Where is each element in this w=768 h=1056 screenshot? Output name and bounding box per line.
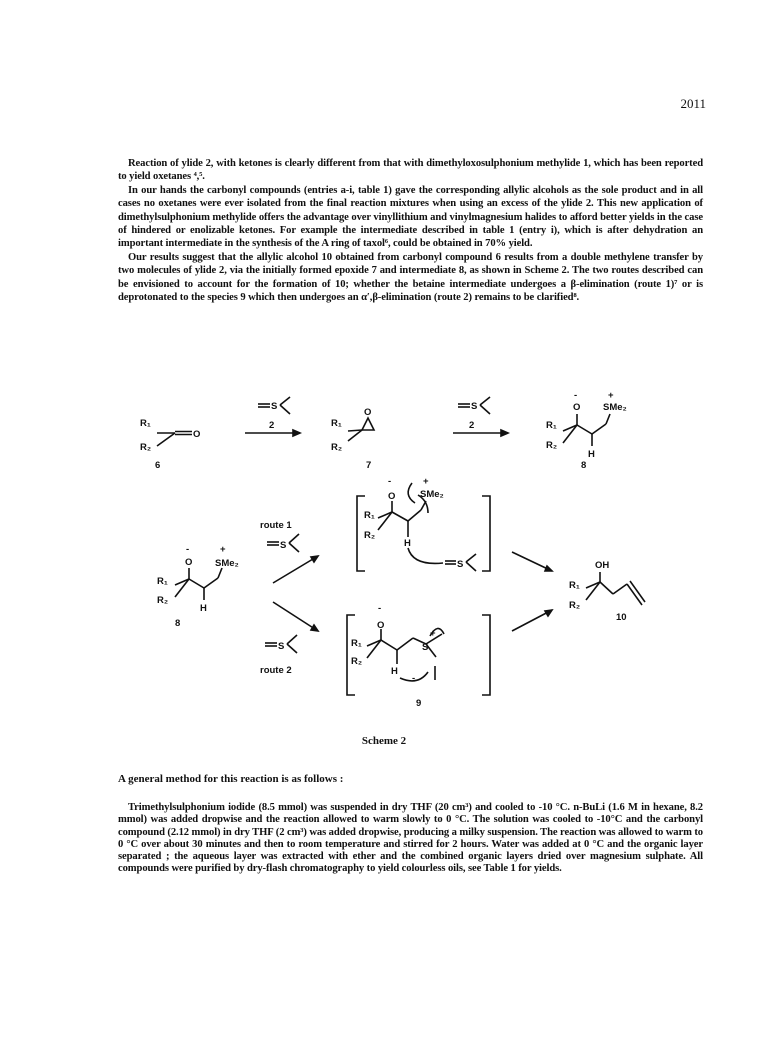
label-r1: R₁ xyxy=(140,418,151,429)
label-minus: - xyxy=(378,603,382,614)
label-r2: R₂ xyxy=(351,656,363,667)
label-r2: R₂ xyxy=(364,530,376,541)
label-sme2: SMe₂ xyxy=(420,489,444,500)
label-r2: R₂ xyxy=(569,600,581,611)
label-h: H xyxy=(404,538,411,549)
method-text xyxy=(118,802,703,876)
label-r1: R₁ xyxy=(364,510,375,521)
label-r1: R₁ xyxy=(569,580,580,591)
label-o: O xyxy=(388,491,396,502)
paragraph-3: Our results suggest that the allylic alcohol 10 obtained from carbonyl compound 6 results from a double methylene transfer by two molecules of ylide 2, via the initially formed epoxide 7 and intermediate 8, as shown in Scheme 2. The two routes described can be envisioned to account for the formation of 10; whether the betaine intermediate undergoes a β-elimination (route 1)⁷ or is deprotonated to the species 9 which then undergoes an α′,β-elimination (route 2) remains to be clarified⁸. xyxy=(118,251,703,304)
label-plus: + xyxy=(220,544,226,555)
compound-7-label: 7 xyxy=(366,460,372,471)
label-plus: + xyxy=(430,628,436,639)
method-paragraph: Trimethylsulphonium iodide (8.5 mmol) was suspended in dry THF (20 cm³) and cooled to -10 °C. n-BuLi (1.6 M in hexane, 8.2 mmol) was added dropwise and the reaction allowed to warm slowly to 0 °C. The solution was cooled to -10°C and the carbonyl compound (2.12 mmol) in dry THF (2 cm³) was added dropwise, producing a milky suspension. The reaction was allowed to warm to 0 °C over about 30 minutes and then to room temperature and stirred for 2 hours. Water was added at 0 °C and the organic layer separated ; the aqueous layer was extracted with ether and the combined organic layers dried over magnesium sulphate. All compounds were purified by dry-flash chromatography to yield colourless oils, see Table 1 for yields. xyxy=(118,802,703,875)
label-s: S xyxy=(422,642,429,653)
label-o: O xyxy=(377,620,385,631)
label-sme2: SMe₂ xyxy=(215,558,239,569)
label-minus: - xyxy=(412,673,416,684)
label-r1: R₁ xyxy=(331,418,342,429)
paragraph-2: In our hands the carbonyl compounds (entries a-i, table 1) gave the corresponding allylic alcohols as the sole product and in all cases no oxetanes were ever isolated from the final reaction mixtures when using an excess of the ylide 2. This new application of dimethylsulphonium methylide offers the advantage over vinyllithium and vinylmagnesium halides to afford better yields in the case of hindered or enolizable ketones. For example the intermediate described in table 1 (entry i), which is after dehydration an important intermediate in the synthesis of the A ring of taxol⁶, could be obtained in 70% yield. xyxy=(118,184,703,250)
page-number: 2011 xyxy=(680,96,706,111)
label-s: S xyxy=(471,401,478,412)
intro-text xyxy=(118,157,703,304)
compound-8-label: 8 xyxy=(175,618,181,629)
label-r1: R₁ xyxy=(157,576,168,587)
label-s: S xyxy=(278,641,285,652)
label-r1: R₁ xyxy=(546,420,557,431)
compound-9-label: 9 xyxy=(416,698,422,708)
reaction-scheme xyxy=(130,388,690,708)
label-minus: - xyxy=(388,476,392,487)
scheme-caption: Scheme 2 xyxy=(361,735,407,747)
label-r2: R₂ xyxy=(331,442,343,453)
label-plus: + xyxy=(608,390,614,401)
route-2-label: route 2 xyxy=(260,665,292,676)
label-s: S xyxy=(457,559,464,570)
label-s: S xyxy=(280,540,287,551)
label-r2: R₂ xyxy=(546,440,558,451)
compound-8-label: 8 xyxy=(581,460,587,471)
compound-6-label: 6 xyxy=(155,460,161,471)
label-minus: - xyxy=(574,390,578,401)
label-o: O xyxy=(193,429,201,440)
reagent-2-label: 2 xyxy=(269,420,275,431)
label-plus: + xyxy=(423,476,429,487)
label-r2: R₂ xyxy=(140,442,152,453)
label-s: S xyxy=(271,401,278,412)
label-o: O xyxy=(573,402,581,413)
label-o: O xyxy=(185,557,193,568)
label-oh: OH xyxy=(595,560,610,571)
label-minus: - xyxy=(186,544,190,555)
label-sme2: SMe₂ xyxy=(603,402,627,413)
label-o: O xyxy=(364,407,372,418)
label-h: H xyxy=(588,449,595,460)
label-h: H xyxy=(391,666,398,677)
paragraph-1: Reaction of ylide 2, with ketones is clearly different from that with dimethyloxosulphonium methylide 1, which has been reported to yield oxetanes ⁴,⁵. xyxy=(118,158,703,183)
method-heading: A general method for this reaction is as follows : xyxy=(118,773,344,785)
reagent-2-label: 2 xyxy=(469,420,475,431)
label-h: H xyxy=(200,603,207,614)
route-1-label: route 1 xyxy=(260,520,292,531)
compound-10-label: 10 xyxy=(616,612,627,623)
label-r2: R₂ xyxy=(157,595,169,606)
label-r1: R₁ xyxy=(351,638,362,649)
